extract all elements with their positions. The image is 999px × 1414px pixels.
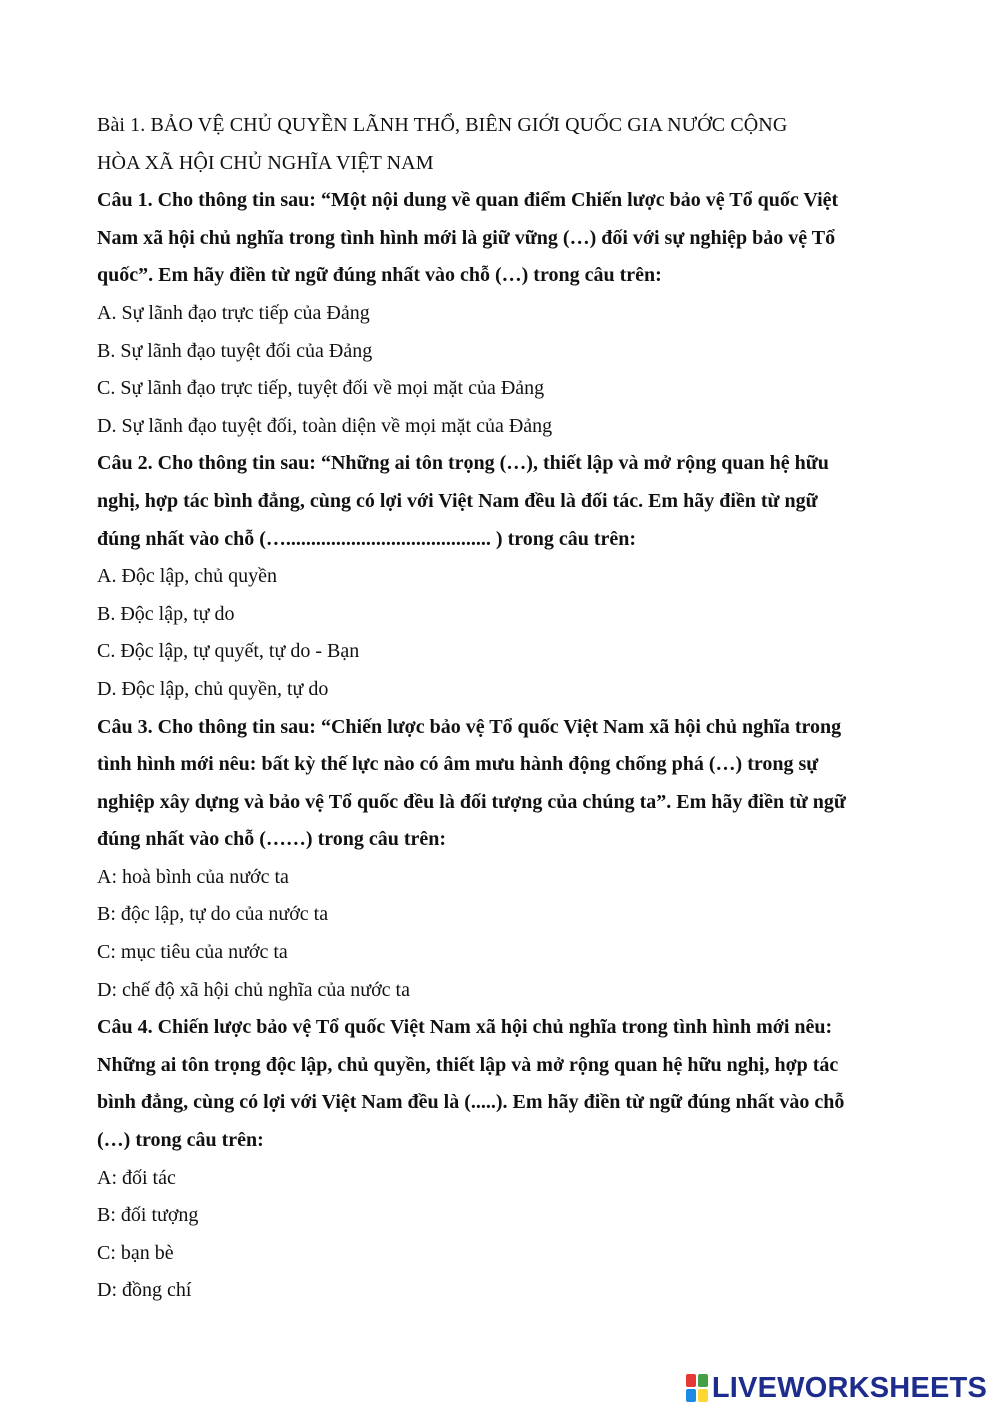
question-4-line-4: (…) trong câu trên: [97, 1129, 264, 1152]
question-1-text [97, 182, 927, 295]
question-2-option-d[interactable]: D. Độc lập, chủ quyền, tự do [97, 677, 329, 700]
question-1-option-b[interactable]: B. Sự lãnh đạo tuyệt đối của Đảng [97, 339, 373, 362]
logo-square-3 [686, 1389, 696, 1402]
logo-square-1 [686, 1374, 696, 1387]
question-2-line-2: nghị, hợp tác bình đẳng, cùng có lợi với Việt Nam đều là đối tác. Em hãy điền từ ngữ [97, 489, 818, 512]
question-3-option-a[interactable]: A: hoà bình của nước ta [97, 865, 289, 888]
question-4-text [97, 1009, 927, 1159]
question-3-option-b[interactable]: B: độc lập, tự do của nước ta [97, 903, 329, 926]
question-1-option-c[interactable]: C. Sự lãnh đạo trực tiếp, tuyệt đối về mọi mặt của Đảng [97, 377, 545, 400]
question-3-option-d[interactable]: D: chế độ xã hội chủ nghĩa của nước ta [97, 978, 410, 1001]
question-4-option-a[interactable]: A: đối tác [97, 1166, 176, 1189]
question-2-option-c[interactable]: C. Độc lập, tự quyết, tự do - Bạn [97, 640, 360, 663]
question-2-option-a[interactable]: A. Độc lập, chủ quyền [97, 565, 277, 588]
question-3-line-3: nghiệp xây dựng và bảo vệ Tổ quốc đều là đối tượng của chúng ta”. Em hãy điền từ ngữ [97, 790, 846, 813]
question-3-line-2: tình hình mới nêu: bất kỳ thế lực nào có âm mưu hành động chống phá (…) trong sự [97, 753, 819, 776]
question-4-option-c[interactable]: C: bạn bè [97, 1241, 174, 1264]
question-2-line-3: đúng nhất vào chỗ (…......................................... ) trong câu trên: [97, 527, 637, 550]
question-2-text [97, 445, 927, 558]
logo-square-4 [698, 1389, 708, 1402]
question-1-line-2: Nam xã hội chủ nghĩa trong tình hình mới là giữ vững (…) đối với sự nghiệp bảo vệ Tổ [97, 226, 836, 249]
question-1-option-d[interactable]: D. Sự lãnh đạo tuyệt đối, toàn diện về mọi mặt của Đảng [97, 414, 553, 437]
question-3-line-4: đúng nhất vào chỗ (……) trong câu trên: [97, 828, 447, 851]
question-2-line-1: Câu 2. Cho thông tin sau: “Những ai tôn trọng (…), thiết lập và mở rộng quan hệ hữu [97, 452, 829, 475]
question-2-option-b[interactable]: B. Độc lập, tự do [97, 602, 235, 625]
worksheet-page [97, 107, 927, 1310]
question-4-line-3: bình đẳng, cùng có lợi với Việt Nam đều là (.....). Em hãy điền từ ngữ đúng nhất vào chỗ [97, 1091, 845, 1114]
lesson-title-line-2: HÒA XÃ HỘI CHỦ NGHĨA VIỆT NAM [97, 151, 434, 174]
liveworksheets-wordmark: LIVEWORKSHEETS [711, 1371, 987, 1404]
question-1-option-a[interactable]: A. Sự lãnh đạo trực tiếp của Đảng [97, 301, 370, 324]
question-4-line-1: Câu 4. Chiến lược bảo vệ Tổ quốc Việt Nam xã hội chủ nghĩa trong tình hình mới nêu: [97, 1016, 833, 1039]
question-4-line-2: Những ai tôn trọng độc lập, chủ quyền, thiết lập và mở rộng quan hệ hữu nghị, hợp tác [97, 1053, 839, 1076]
liveworksheets-watermark [686, 1370, 987, 1406]
question-3-option-c[interactable]: C: mục tiêu của nước ta [97, 941, 288, 964]
question-1-line-1: Câu 1. Cho thông tin sau: “Một nội dung về quan điểm Chiến lược bảo vệ Tổ quốc Việt [97, 189, 839, 212]
question-1-line-3: quốc”. Em hãy điền từ ngữ đúng nhất vào chỗ (…) trong câu trên: [97, 264, 662, 287]
question-3-text [97, 709, 927, 859]
question-4-option-d[interactable]: D: đồng chí [97, 1279, 192, 1302]
logo-square-2 [698, 1374, 708, 1387]
lesson-title-line-1: Bài 1. BẢO VỆ CHỦ QUYỀN LÃNH THỔ, BIÊN GIỚI QUỐC GIA NƯỚC CỘNG [97, 114, 788, 136]
question-3-line-1: Câu 3. Cho thông tin sau: “Chiến lược bảo vệ Tổ quốc Việt Nam xã hội chủ nghĩa trong [97, 715, 842, 738]
question-4-option-b[interactable]: B: đối tượng [97, 1204, 199, 1227]
liveworksheets-logo-icon [686, 1374, 708, 1402]
